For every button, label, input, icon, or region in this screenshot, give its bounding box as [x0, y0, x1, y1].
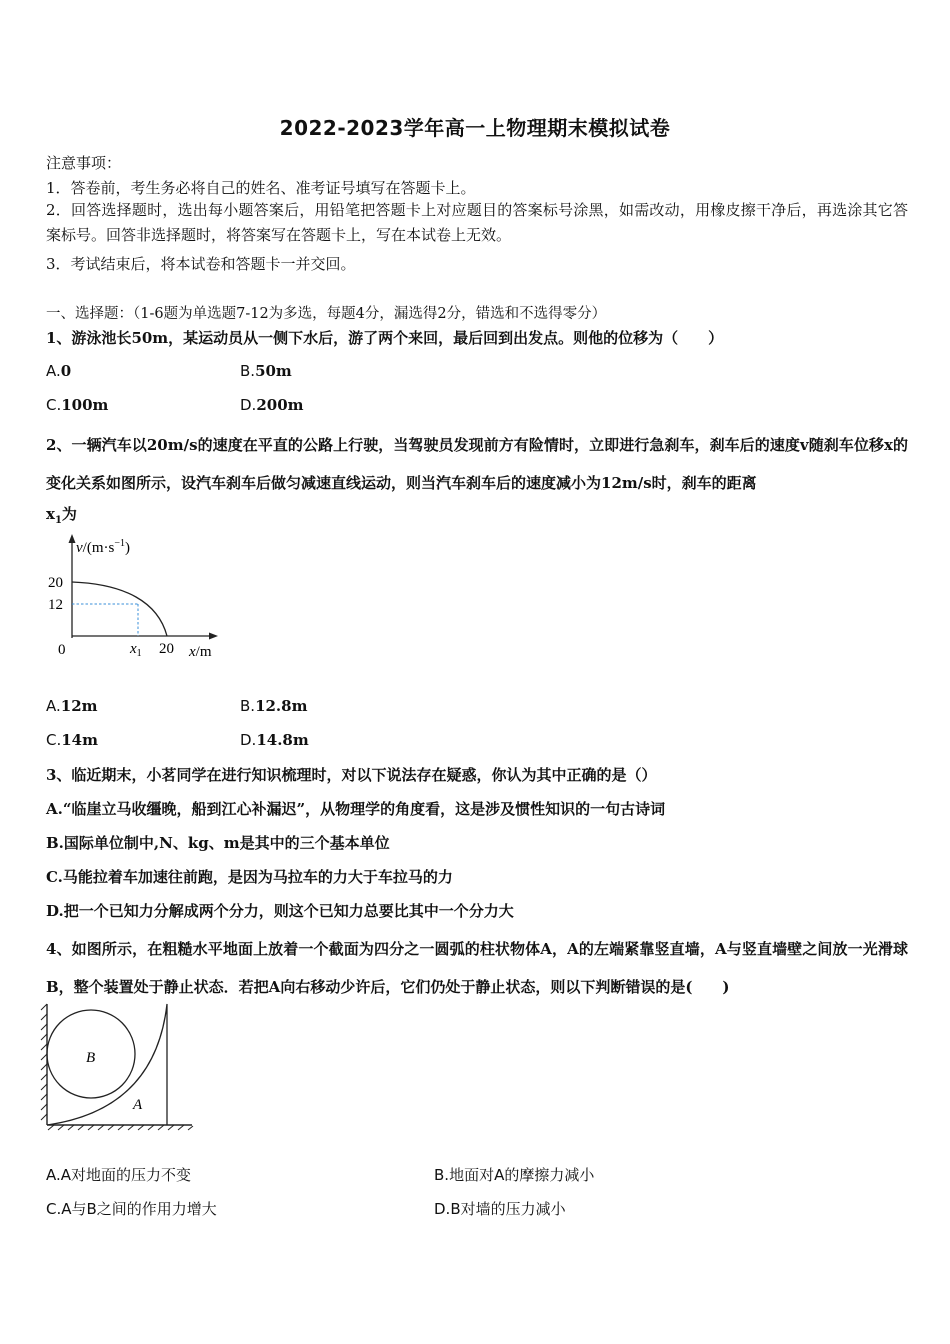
q3-option-c[interactable]: C.马能拉着车加速往前跑，是因为马拉车的力大于车拉马的力 — [46, 868, 453, 886]
page-title: 2022-2023学年高一上物理期末模拟试卷 — [279, 116, 671, 140]
notice-item-3: 3．考试结束后，将本试卷和答题卡一并交回。 — [46, 255, 356, 273]
q3-option-a[interactable]: A.“临崖立马收缰晚，船到江心补漏迟”，从物理学的角度看，这是涉及惯性知识的一句古诗词 — [46, 800, 666, 818]
velocity-displacement-graph — [40, 530, 230, 665]
notice-item-1: 1．答卷前，考生务必将自己的姓名、准考证号填写在答题卡上。 — [46, 179, 476, 197]
notice-heading: 注意事项： — [46, 154, 122, 172]
q1-stem: 1、游泳池长50m，某运动员从一侧下水后，游了两个来回，最后回到出发点。则他的位移为（ ） — [46, 329, 724, 347]
q4-option-b[interactable]: B.地面对A的摩擦力减小 — [434, 1166, 595, 1184]
q2-option-d[interactable]: D.14.8m — [240, 731, 309, 749]
q4-stem: 4、如图所示，在粗糙水平地面上放着一个截面为四分之一圆弧的柱状物体A，A的左端紧靠竖直墙，A与竖直墙壁之间放一光滑球B，整个装置处于静止状态．若把A向右移动少许后，它们仍处于静止状态，则以下判断错误的是( ) — [46, 940, 908, 996]
block-a-label: A — [133, 1097, 143, 1113]
graph-curve — [72, 582, 167, 636]
notice-item-2: 2．回答选择题时，选出每小题答案后，用铅笔把答题卡上对应题目的答案标号涂黑，如需改动，用橡皮擦干净后，再选涂其它答案标号。回答非选择题时，将答案写在答题卡上，写在本试卷上无效。 — [46, 201, 908, 244]
q3-option-b[interactable]: B.国际单位制中,N、kg、m是其中的三个基本单位 — [46, 834, 390, 852]
graph-tick-12-y: 12 — [48, 597, 63, 613]
q1-option-d[interactable]: D.200m — [240, 396, 304, 414]
q2-stem: 2、一辆汽车以20m/s的速度在平直的公路上行驶，当驾驶员发现前方有险情时，立即进行急刹车，刹车后的速度v随刹车位移x的变化关系如图所示，设汽车刹车后做匀减速直线运动，则当汽车刹车后的速度减小为12m/s时，刹车的距离 — [46, 436, 908, 492]
q1-option-b[interactable]: B.50m — [240, 362, 292, 380]
graph-y-arrow — [69, 534, 76, 543]
section-heading: 一、选择题：（1-6题为单选题7-12为多选，每题4分，漏选得2分，错选和不选得零分） — [46, 306, 607, 322]
graph-tick-20-y: 20 — [48, 575, 63, 591]
q3-stem: 3、临近期末，小茗同学在进行知识梳理时，对以下说法存在疑惑，你认为其中正确的是（） — [46, 766, 657, 784]
q3-option-d[interactable]: D.把一个已知力分解成两个分力，则这个已知力总要比其中一个分力大 — [46, 902, 514, 920]
q2-option-c[interactable]: C.14m — [46, 731, 98, 749]
graph-x-arrow — [209, 633, 218, 640]
ball-b-label: B — [86, 1050, 96, 1066]
q1-option-a[interactable]: A.0 — [46, 362, 72, 380]
wall-ball-block-figure — [40, 998, 200, 1138]
figure-ground-hatching — [48, 1125, 193, 1130]
graph-origin: 0 — [58, 642, 66, 658]
q4-option-d[interactable]: D.B对墙的压力减小 — [434, 1200, 566, 1218]
figure-wall-hatching — [41, 1004, 47, 1120]
q4-option-a[interactable]: A.A对地面的压力不变 — [46, 1166, 192, 1184]
graph-y-label: $v/(m\cdot s^{-1})$ — [76, 538, 130, 556]
graph-tick-20-x: 20 — [159, 641, 174, 657]
graph-x-label: x/m — [189, 644, 212, 660]
q4-option-c[interactable]: C.A与B之间的作用力增大 — [46, 1200, 217, 1218]
block-a-outline — [47, 1004, 167, 1125]
q2-option-b[interactable]: B.12.8m — [240, 697, 308, 715]
graph-tick-x1: $x_1$ — [130, 641, 142, 659]
q2-option-a[interactable]: A.12m — [46, 697, 98, 715]
q1-option-c[interactable]: C.100m — [46, 396, 109, 414]
q2-stem-tail: $x_1$为 — [46, 505, 77, 526]
